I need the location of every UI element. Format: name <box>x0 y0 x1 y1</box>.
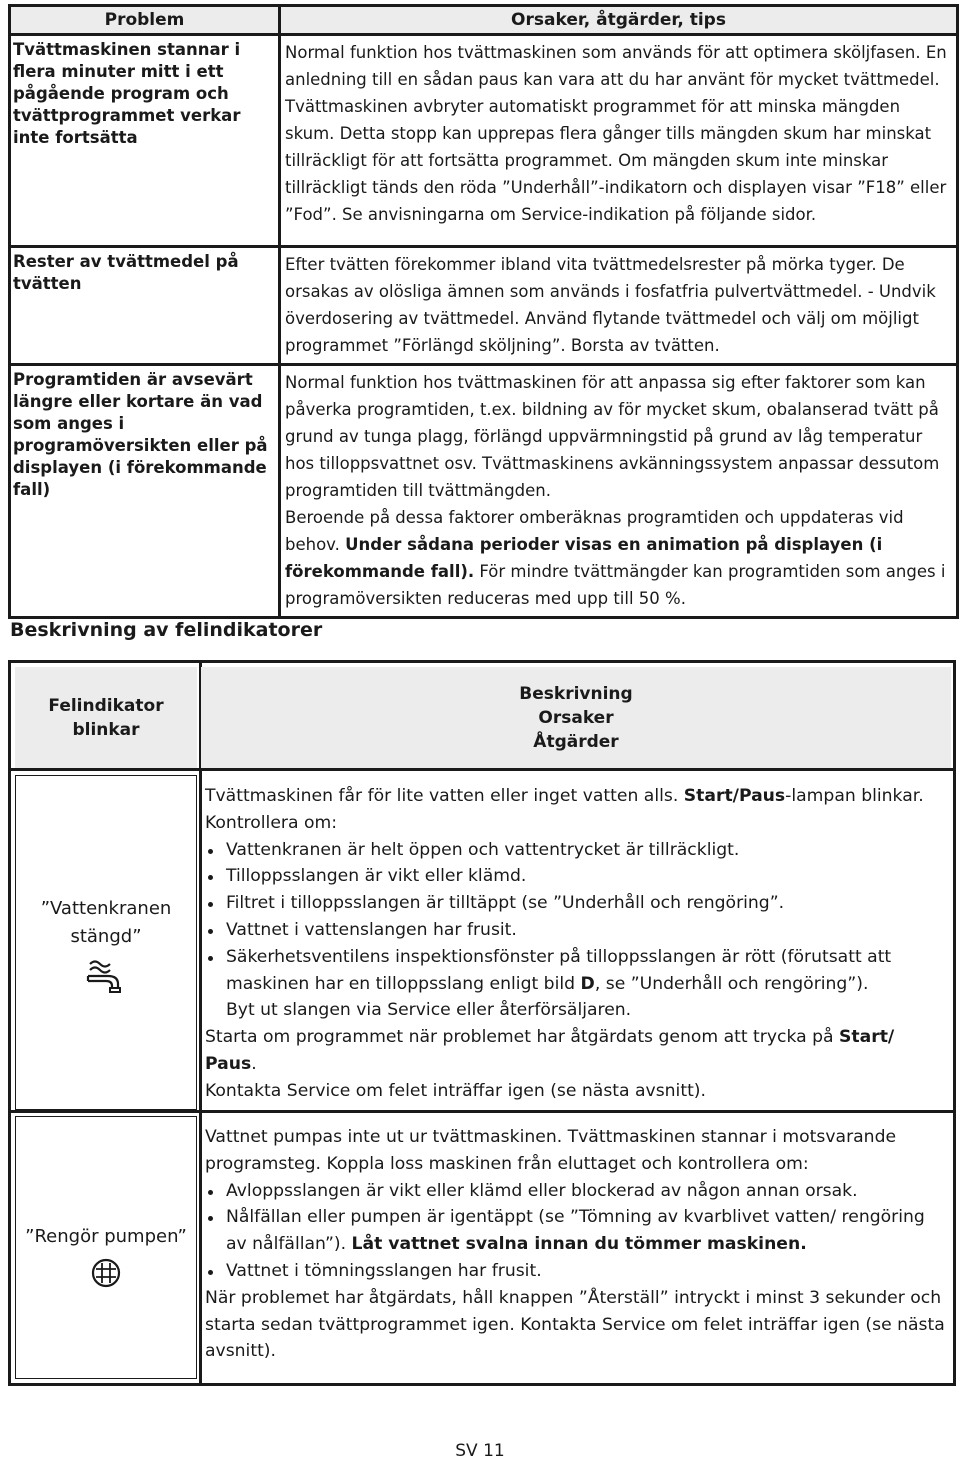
indicator-label: stängd” <box>70 926 142 947</box>
problems-table <box>8 4 959 619</box>
list-item-text: , se ”Underhåll och rengöring”). <box>594 973 869 994</box>
list-item: Filtret i tilloppsslangen är tilltäppt (se ”Underhåll och rengöring”. <box>205 890 945 917</box>
list-item: Vattenkranen är helt öppen och vattentrycket är tillräckligt. <box>205 837 945 864</box>
description-column-header <box>201 667 951 768</box>
list-item <box>205 944 945 998</box>
indicator-column-header <box>15 667 197 768</box>
causes-column-header: Orsaker, åtgärder, tips <box>280 6 958 35</box>
problem-cell: Tvättmaskinen stannar i flera minuter mitt i ett pågående program och tvättprogrammet verkar inte fortsätta <box>10 35 280 247</box>
header-line: Felindikator <box>48 695 164 716</box>
header-line: Orsaker <box>538 707 614 728</box>
section-heading: Beskrivning av felindikatorer <box>10 619 323 641</box>
header-line: blinkar <box>72 719 140 740</box>
description-text-plain: Starta om programmet när problemet har åtgärdats genom att trycka på <box>205 1027 834 1048</box>
list-item-text: Nålfällan eller pumpen är igentäppt (se ”Tömning av kvarblivet vatten/ rengöring av nålfällan”). <box>226 1207 925 1255</box>
answer-cell <box>280 365 958 618</box>
description-text: Vattnet pumpas inte ut ur tvättmaskinen. Tvättmaskinen stannar i motsvarande programsteg. Koppla loss maskinen från eluttaget och kontrollera om: <box>205 1127 897 1174</box>
divider <box>11 768 953 771</box>
list-item: Tilloppsslangen är vikt eller klämd. <box>205 863 945 890</box>
list-item <box>205 1204 945 1258</box>
answer-text: Normal funktion hos tvättmaskinen för att anpassa sig efter faktorer som kan påverka programtiden, t.ex. bildning av för mycket skum, obalanserad tvätt på grund av tunga plagg, förlängd uppvärmningstid på grund av låg temperatur hos tilloppsvattnet osv. Tvättmaskinens avkänningssystem anpassar dessutom programtiden till tvättmängden. <box>285 373 940 500</box>
header-line: Beskrivning <box>519 683 633 704</box>
description-text: Kontrollera om: <box>205 812 338 833</box>
table-row <box>10 247 958 365</box>
answer-text-plain: Beroende på dessa faktorer omberäknas programtiden och uppdateras vid behov. <box>285 508 904 554</box>
answer-cell: Normal funktion hos tvättmaskinen som används för att optimera sköljfasen. En anledning till en sådan paus kan vara att du har använt för mycket tvättmedel. Tvättmaskinen avbryter automatiskt programmet för att minska mängden skum. Detta stopp kan upprepas flera gånger tills mängden skum har minskat tillräckligt för att fortsätta programmet. Om mängden skum inte minskar tillräckligt tänds den röda ”Underhåll”-indikatorn och displayen visar ”F18” eller ”Fod”. Se anvisningarna om Service-indikation på följande sidor. <box>280 35 958 247</box>
description-text <box>205 1024 945 1078</box>
description-text-plain: -lampan blinkar. <box>785 786 924 806</box>
indicator-label: ”Rengör pumpen” <box>25 1226 187 1247</box>
problems-table-header <box>10 6 958 35</box>
description-text <box>205 783 945 810</box>
description-text-bold: Start/Paus <box>683 786 786 806</box>
list-item-text: Säkerhetsventilens inspektionsfönster på tilloppsslangen är rött (förutsatt att maskinen har en tilloppsslang enligt bild <box>226 946 892 994</box>
description-text-plain: . <box>251 1053 257 1074</box>
list-item-bold: Låt vattnet svalna innan du tömmer maskinen. <box>351 1234 807 1255</box>
divider <box>11 1110 953 1113</box>
list-item: Vattnet i vattenslangen har frusit. <box>205 917 945 944</box>
error-indicator-table <box>8 660 956 1386</box>
answer-text-bold: Under sådana perioder visas en animation på displayen (i förekommande fall). <box>285 535 883 581</box>
description-text: Kontakta Service om felet inträffar igen (se nästa avsnitt). <box>205 1080 706 1101</box>
description-text: När problemet har åtgärdats, håll knappen ”Återställ” intryckt i minst 3 sekunder och starta sedan tvättprogrammet igen. Kontakta Service om felet inträffar igen (se nästa avsnitt). <box>205 1287 945 1362</box>
check-list <box>205 837 945 998</box>
problem-cell: Programtiden är avsevärt längre eller kortare än vad som anges i programöversikten eller på displayen (i förekommande fall) <box>10 365 280 618</box>
answer-cell: Efter tvätten förekommer ibland vita tvättmedelsrester på mörka tyger. De orsakas av olösliga ämnen som används i fosfatfria pulvertvättmedel. - Undvik överdosering av tvättmedel. Använd flytande tvättmedel och välj om möjligt programmet ”Förlängd sköljning”. Borsta av tvätten. <box>280 247 958 365</box>
indicator-cell-water-tap <box>15 775 197 1110</box>
description-text: Byt ut slangen via Service eller återförsäljaren. <box>226 1000 632 1021</box>
list-item: Vattnet i tömningsslangen har frusit. <box>205 1258 945 1285</box>
indicator-label: ”Vattenkranen <box>40 898 172 919</box>
answer-text <box>285 504 952 612</box>
pump-filter-icon <box>90 1257 122 1289</box>
problem-cell: Rester av tvättmedel på tvätten <box>10 247 280 365</box>
description-text-plain: Tvättmaskinen får för lite vatten eller inget vatten alls. <box>205 786 679 806</box>
page-number: SV 11 <box>455 1441 505 1461</box>
header-line: Åtgärder <box>533 731 619 752</box>
water-tap-icon <box>84 954 128 994</box>
description-cell-clean-pump <box>201 1116 951 1379</box>
description-cell-water-tap <box>201 775 951 1110</box>
problem-column-header: Problem <box>10 6 280 35</box>
check-list <box>205 1178 945 1285</box>
description-text-bold: Start/ Paus <box>205 1027 895 1074</box>
indicator-cell-clean-pump <box>15 1116 197 1379</box>
list-item: Avloppsslangen är vikt eller klämd eller blockerad av någon annan orsak. <box>205 1178 945 1205</box>
list-item-bold: D <box>580 973 595 994</box>
table-row <box>10 35 958 247</box>
table-row <box>10 365 958 618</box>
answer-text-plain: För mindre tvättmängder kan programtiden som anges i programöversikten reduceras med upp till 50 %. <box>285 562 946 608</box>
